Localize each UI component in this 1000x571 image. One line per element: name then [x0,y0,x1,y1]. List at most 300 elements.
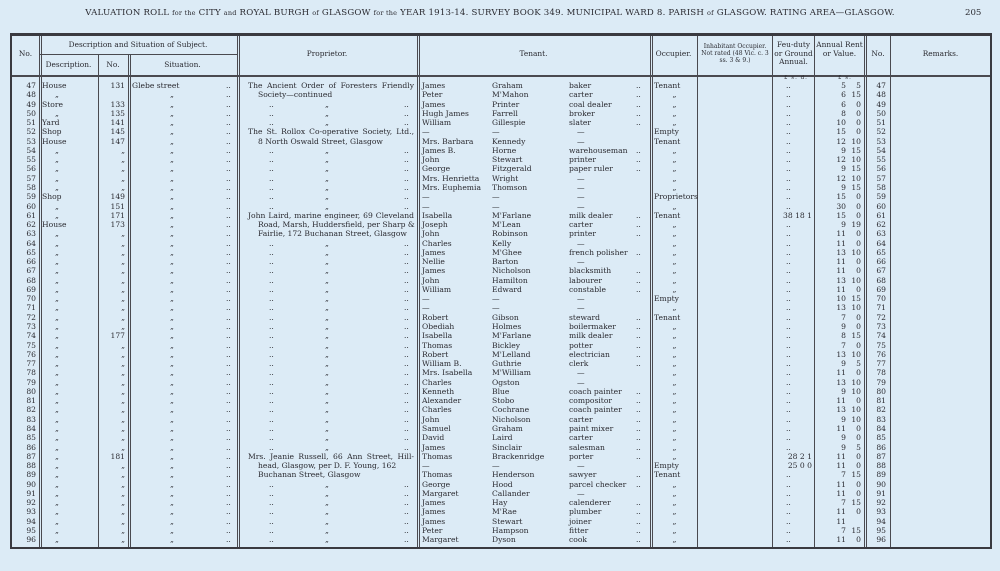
description-cell: „ [55,525,59,535]
tenant-surname: Sinclair [492,442,522,452]
tenant-surname: Gibson [492,312,519,322]
rent-shillings-cell: 5 [856,81,861,90]
leader-dots: .. [269,182,274,192]
feu-duty-cell: .. [786,81,791,90]
leader-dots: .. [404,201,409,211]
rent-pounds-cell: 12 [836,173,846,183]
feu-duty-cell: .. [786,303,791,313]
rent-shillings-cell: 10 [851,136,861,146]
leader-dots: .. [269,498,274,508]
proprietor-cell: „ [325,535,329,545]
occupier-cell: „ [672,359,677,369]
table-row [12,90,990,99]
rent-shillings-cell: 5 [856,442,861,452]
situation-cell: „ [170,266,174,276]
leader-dots: .. [269,377,274,387]
leader-dots: .. [269,173,274,183]
leader-dots: .. [636,414,641,424]
row-number-right: 81 [876,396,886,406]
occupier-cell: „ [672,331,677,341]
situation-cell: „ [170,322,174,332]
leader-dots: .. [226,266,231,276]
description-cell: „ [55,488,59,498]
table-row [12,396,990,405]
description-cell: „ [55,322,59,332]
table-row [12,81,990,90]
row-number: 83 [26,414,36,424]
subject-number-cell: „ [121,359,125,369]
row-number-right: 92 [876,498,886,508]
table-row [12,405,990,414]
proprietor-cell: „ [325,349,329,359]
leader-dots: .. [226,136,231,146]
leader-dots: .. [226,145,231,155]
tenant-first-name: Margaret [422,535,459,545]
subject-number-cell: „ [121,173,125,183]
occupier-cell: Empty [654,127,679,137]
leader-dots: .. [404,294,409,304]
table-row [12,100,990,109]
situation-cell: „ [170,461,174,471]
occupier-cell: „ [672,525,677,535]
subject-number-cell: 135 [110,108,125,118]
row-number: 62 [26,220,36,230]
rent-pounds-cell: 13 [836,377,846,387]
leader-dots: .. [226,275,231,285]
row-number: 93 [26,507,36,517]
row-number: 52 [26,127,36,137]
row-number-right: 87 [876,451,886,461]
row-number: 54 [26,145,36,155]
proprietor-cell: „ [325,118,329,128]
leader-dots: .. [269,303,274,313]
situation-cell: „ [170,229,174,239]
leader-dots: .. [404,498,409,508]
rent-pounds-cell: 9 [841,386,846,396]
feu-duty-cell: .. [786,349,791,359]
tenant-surname: — [492,461,500,471]
row-number: 87 [26,451,36,461]
proprietor-cell: „ [325,238,329,248]
row-number: 55 [26,155,36,165]
leader-dots: .. [269,294,274,304]
leader-dots: .. [226,99,231,109]
rent-shillings-cell: 0 [856,535,861,545]
occupier-cell: „ [672,405,677,415]
tenant-occupation: steward [569,312,600,322]
leader-dots: .. [226,127,231,137]
leader-dots: .. [404,266,409,276]
row-number-right: 95 [876,525,886,535]
tenant-first-name: Hugh James [422,108,469,118]
rent-shillings-cell: 0 [856,266,861,276]
subject-number-cell: „ [121,275,125,285]
description-cell: „ [55,201,59,211]
description-cell: „ [55,229,59,239]
rent-pounds-cell: 11 [836,266,846,276]
title-text: YEAR 1913-14. SURVEY BOOK 349. MUNICIPAL WARD 8. PARISH [400,8,705,18]
situation-cell: „ [170,368,174,378]
rent-pounds-cell: 15 [836,192,846,202]
tenant-surname: Callander [492,488,530,498]
occupier-cell: Proprietors [654,192,698,202]
occupier-cell: Tenant [654,81,681,90]
leader-dots: .. [636,247,641,257]
table-row [12,331,990,340]
leader-dots: .. [404,359,409,369]
subject-number-cell: „ [121,229,125,239]
description-cell: „ [55,368,59,378]
leader-dots: .. [269,284,274,294]
rent-shillings-cell: 0 [856,99,861,109]
leader-dots: .. [226,201,231,211]
tenant-first-name: Mrs. Henrietta [422,173,480,183]
occupier-cell: „ [672,322,677,332]
rent-pounds-cell: 11 [836,423,846,433]
row-number: 80 [26,386,36,396]
leader-dots: .. [404,405,409,415]
row-number-right: 55 [876,155,886,165]
feu-duty-cell: .. [786,368,791,378]
rent-pounds-cell: 13 [836,275,846,285]
table-row [12,118,990,127]
tenant-occupation: — [577,257,585,267]
situation-cell: „ [170,275,174,285]
proprietor-cell: „ [325,368,329,378]
table-row [12,127,990,136]
page-title [60,8,920,18]
table-row [12,443,990,452]
table-row [12,470,990,479]
tenant-surname: Stobo [492,396,515,406]
rent-pounds-cell: 13 [836,303,846,313]
leader-dots: .. [269,423,274,433]
tenant-occupation: potter [569,340,593,350]
leader-dots: .. [636,331,641,341]
description-cell: „ [55,173,59,183]
rent-pounds-cell: 9 [841,164,846,174]
description-cell: „ [55,210,59,220]
rent-pounds-cell: 13 [836,405,846,415]
subject-number-cell: 131 [110,81,125,90]
situation-cell: „ [170,535,174,545]
row-number-right: 84 [876,423,886,433]
row-number: 85 [26,433,36,443]
leader-dots: .. [404,535,409,545]
leader-dots: .. [636,535,641,545]
row-number-right: 72 [876,312,886,322]
leader-dots: .. [636,312,641,322]
feu-duty-cell: .. [786,535,791,545]
subject-number-cell: „ [121,516,125,526]
leader-dots: .. [636,442,641,452]
occupier-cell: „ [672,396,677,406]
leader-dots: .. [404,108,409,118]
header-occupier: Occupier. [655,49,692,58]
row-number-right: 79 [876,377,886,387]
rent-shillings-cell: 15 [851,498,861,508]
row-number: 53 [26,136,36,146]
proprietor-cell: head, Glasgow, per D. F. Young, 162 [258,461,397,471]
rent-shillings-cell: 15 [851,331,861,341]
situation-cell: „ [170,516,174,526]
subject-number-cell: „ [121,368,125,378]
tenant-first-name: William [422,118,452,128]
tenant-occupation: clerk [569,359,589,369]
tenant-occupation: paper ruler [569,164,613,174]
row-number-right: 58 [876,182,886,192]
table-row [12,146,990,155]
leader-dots: .. [226,182,231,192]
tenant-first-name: — [422,127,430,137]
tenant-first-name: Margaret [422,488,459,498]
leader-dots: .. [636,396,641,406]
situation-cell: „ [170,488,174,498]
leader-dots: .. [269,145,274,155]
rent-shillings-cell: 10 [851,414,861,424]
tenant-first-name: Isabella [422,210,453,220]
tenant-surname: Ogston [492,377,520,387]
feu-duty-cell: .. [786,136,791,146]
tenant-first-name: John [422,229,440,239]
row-number: 94 [26,516,36,526]
leader-dots: .. [269,442,274,452]
row-number-right: 74 [876,331,886,341]
rent-shillings-cell: 10 [851,275,861,285]
tenant-surname: Stewart [492,155,523,165]
rent-shillings-cell: 0 [856,201,861,211]
tenant-first-name: Thomas [422,451,453,461]
rent-shillings-cell: 10 [851,405,861,415]
leader-dots: .. [404,442,409,452]
description-cell: „ [55,470,59,480]
rent-pounds-cell: 11 [836,396,846,406]
occupier-cell: „ [672,201,677,211]
feu-duty-cell: .. [786,414,791,424]
proprietor-cell: „ [325,108,329,118]
subject-number-cell: „ [121,164,125,174]
row-number-right: 51 [876,118,886,128]
leader-dots: .. [226,405,231,415]
tenant-occupation: broker [569,108,595,118]
subject-number-cell: 173 [110,220,125,230]
occupier-cell: „ [672,173,677,183]
subject-number-cell: „ [121,396,125,406]
leader-dots: .. [269,535,274,545]
title-text: for the [172,9,196,17]
tenant-first-name: James [422,99,446,109]
feu-duty-cell: .. [786,99,791,109]
feu-duty-cell: 28 2 1 [787,451,812,461]
occupier-cell: Tenant [654,470,681,480]
proprietor-cell: „ [325,405,329,415]
description-cell: „ [55,155,59,165]
row-number: 70 [26,294,36,304]
leader-dots: .. [404,275,409,285]
row-number: 51 [26,118,36,128]
row-number: 86 [26,442,36,452]
tenant-surname: M'Farlane [492,210,532,220]
occupier-cell: „ [672,247,677,257]
description-cell: „ [55,303,59,313]
tenant-occupation: baker [569,81,592,90]
occupier-cell: „ [672,90,677,100]
rent-pounds-cell: 11 [836,451,846,461]
occupier-cell: „ [672,507,677,517]
situation-cell: „ [170,433,174,443]
row-number: 68 [26,275,36,285]
rent-units: £ s. [838,75,852,81]
row-number-right: 54 [876,145,886,155]
subject-number-cell: „ [121,182,125,192]
tenant-occupation: compositor [569,396,613,406]
feu-duty-cell: 25 0 0 [787,461,812,471]
proprietor-cell: „ [325,331,329,341]
leader-dots: .. [404,284,409,294]
leader-dots: .. [226,247,231,257]
proprietor-cell: „ [325,507,329,517]
occupier-cell: „ [672,433,677,443]
subject-number-cell: „ [121,312,125,322]
rent-shillings-cell: 10 [851,247,861,257]
leader-dots: .. [636,423,641,433]
situation-cell: „ [170,192,174,202]
tenant-first-name: John [422,414,440,424]
proprietor-cell: „ [325,377,329,387]
leader-dots: .. [636,359,641,369]
description-cell: „ [55,340,59,350]
row-number-right: 48 [876,90,886,100]
feu-duty-cell: .. [786,257,791,267]
leader-dots: .. [226,525,231,535]
occupier-cell: „ [672,386,677,396]
tenant-surname: Hay [492,498,508,508]
tenant-first-name: William [422,284,452,294]
leader-dots: .. [226,303,231,313]
rent-shillings-cell: 10 [851,155,861,165]
leader-dots: .. [226,423,231,433]
description-cell: „ [55,396,59,406]
rent-pounds-cell: 9 [841,322,846,332]
description-cell: „ [55,535,59,545]
tenant-first-name: George [422,164,451,174]
proprietor-cell: „ [325,396,329,406]
feu-duty-cell: .. [786,127,791,137]
row-number: 50 [26,108,36,118]
situation-cell: „ [170,340,174,350]
rent-shillings-cell: 0 [856,423,861,433]
proprietor-cell: „ [325,247,329,257]
rent-shillings-cell: 15 [851,525,861,535]
table-row [12,211,990,220]
title-text: of [312,9,319,17]
occupier-cell: „ [672,238,677,248]
proprietor-cell: „ [325,201,329,211]
subject-number-cell: „ [121,433,125,443]
tenant-first-name: James [422,442,446,452]
tenant-occupation: cook [569,535,587,545]
description-cell: House [42,81,67,90]
situation-cell: „ [170,90,174,100]
feu-duty-cell: .. [786,108,791,118]
rent-pounds-cell: 9 [841,414,846,424]
leader-dots: .. [269,368,274,378]
feu-duty-cell: .. [786,173,791,183]
header-annual-rent: Annual Rent or Value. [816,40,863,58]
tenant-first-name: Peter [422,90,443,100]
description-cell: „ [55,479,59,489]
row-number-right: 47 [876,81,886,90]
proprietor-cell: „ [325,257,329,267]
subject-number-cell: „ [121,284,125,294]
leader-dots: .. [404,312,409,322]
row-number: 47 [26,81,36,90]
proprietor-cell: „ [325,173,329,183]
leader-dots: .. [226,386,231,396]
tenant-surname: — [492,294,500,304]
occupier-cell: „ [672,284,677,294]
feu-units: £ s. d. [784,75,808,81]
tenant-first-name: Charles [422,405,452,415]
leader-dots: .. [636,81,641,90]
situation-cell: „ [170,247,174,257]
occupier-cell: Tenant [654,136,681,146]
leader-dots: .. [226,173,231,183]
leader-dots: .. [226,488,231,498]
tenant-surname: Hood [492,479,513,489]
subject-number-cell: „ [121,155,125,165]
rent-pounds-cell: 5 [841,81,846,90]
subject-number-cell: 181 [110,451,125,461]
tenant-surname: Hamilton [492,275,528,285]
occupier-cell: „ [672,303,677,313]
row-number-right: 67 [876,266,886,276]
row-number: 91 [26,488,36,498]
table-row [12,378,990,387]
description-cell: „ [55,451,59,461]
rent-pounds-cell: 15 [836,127,846,137]
rent-pounds-cell: 11 [836,257,846,267]
proprietor-cell: „ [325,99,329,109]
tenant-first-name: Obediah [422,322,455,332]
subject-number-cell: „ [121,525,125,535]
subject-number-cell: „ [121,423,125,433]
table-row [12,229,990,238]
proprietor-cell: „ [325,312,329,322]
leader-dots: .. [226,368,231,378]
tenant-surname: Graham [492,81,523,90]
situation-cell: „ [170,442,174,452]
subject-number-cell: 133 [110,99,125,109]
leader-dots: .. [636,405,641,415]
description-cell: „ [55,257,59,267]
tenant-surname: Laird [492,433,513,443]
leader-dots: .. [269,525,274,535]
description-cell: „ [55,275,59,285]
table-row [12,498,990,507]
tenant-first-name: James [422,247,446,257]
situation-cell: „ [170,470,174,480]
occupier-cell: „ [672,414,677,424]
rent-pounds-cell: 12 [836,136,846,146]
proprietor-cell: „ [325,433,329,443]
table-row [12,368,990,377]
leader-dots: .. [404,507,409,517]
leader-dots: .. [226,507,231,517]
leader-dots: .. [269,433,274,443]
situation-cell: „ [170,294,174,304]
rent-pounds-cell: 9 [841,359,846,369]
